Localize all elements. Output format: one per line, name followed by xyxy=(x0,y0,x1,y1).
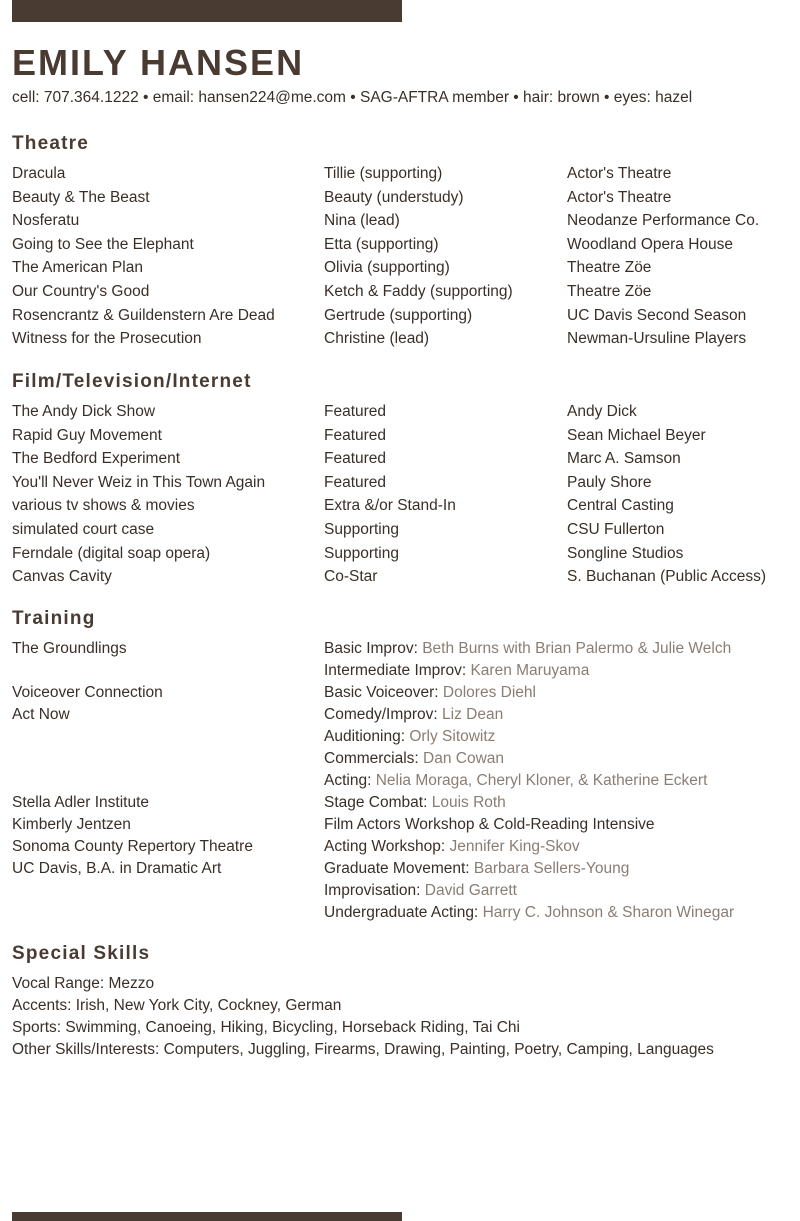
training-row xyxy=(12,728,800,750)
credit-company: S. Buchanan (Public Access) xyxy=(567,568,767,586)
training-course-cell xyxy=(324,662,589,680)
training-instructor: David Garrett xyxy=(424,882,517,899)
training-instructor: Barbara Sellers-Young xyxy=(473,860,630,877)
credit-role: Co-Star xyxy=(324,568,378,586)
credit-role: Christine (lead) xyxy=(324,330,430,348)
credit-company: Neodanze Performance Co. xyxy=(567,212,760,230)
credit-title: various tv shows & movies xyxy=(12,497,195,515)
training-row xyxy=(12,816,800,838)
credit-role: Tillie (supporting) xyxy=(324,165,443,182)
training-instructor: Orly Sitowitz xyxy=(409,728,496,745)
credit-title: Our Country's Good xyxy=(12,282,150,300)
theatre-credits xyxy=(12,165,800,354)
training-course: Commercials: xyxy=(324,750,424,767)
training-school: Sonoma County Repertory Theatre xyxy=(12,838,253,855)
theatre-credit-row xyxy=(12,212,800,236)
training-row xyxy=(12,750,800,772)
credit-company: Theatre Zöe xyxy=(567,282,652,300)
training-course-cell xyxy=(324,684,536,702)
training-course-cell xyxy=(324,838,580,856)
credit-role: Extra &/or Stand-In xyxy=(324,497,456,515)
training-course-cell xyxy=(324,860,629,878)
credit-role: Featured xyxy=(324,473,387,491)
training-course-cell xyxy=(324,794,506,812)
credit-company: Songline Studios xyxy=(567,544,684,562)
theatre-credit-row xyxy=(12,330,800,354)
credit-company: UC Davis Second Season xyxy=(567,306,747,324)
theatre-credit-row xyxy=(12,283,800,307)
credit-title: The Bedford Experiment xyxy=(12,450,181,468)
training-instructor: Nelia Moraga, Cheryl Kloner, & Katherine Eckert xyxy=(375,772,708,789)
training-course: Basic Improv: xyxy=(324,640,423,657)
section-title-film: Film/Television/Internet xyxy=(12,371,252,392)
credit-title: simulated court case xyxy=(12,520,155,538)
credit-title: Witness for the Prosecution xyxy=(12,330,202,348)
training-course: Basic Voiceover: xyxy=(324,684,443,701)
training-course-cell xyxy=(324,904,734,922)
training-course-cell xyxy=(324,816,655,834)
credit-company: Actor's Theatre xyxy=(567,165,672,182)
credit-title: Beauty & The Beast xyxy=(12,188,150,206)
skill-item: Vocal Range: Mezzo xyxy=(12,975,155,992)
skill-item: Accents: Irish, New York City, Cockney, German xyxy=(12,997,342,1014)
credit-company: Andy Dick xyxy=(567,403,637,420)
film-credit-row xyxy=(12,403,800,427)
credit-title: The American Plan xyxy=(12,259,143,277)
training-course-cell xyxy=(324,640,731,658)
training-course-cell xyxy=(324,772,707,790)
film-credit-row xyxy=(12,568,800,592)
training-row xyxy=(12,684,800,706)
training-course: Undergraduate Acting: xyxy=(324,904,483,921)
credit-company: CSU Fullerton xyxy=(567,520,665,538)
theatre-credit-row xyxy=(12,165,800,189)
training-row xyxy=(12,706,800,728)
training-school: Kimberly Jentzen xyxy=(12,816,131,833)
theatre-credit-row xyxy=(12,259,800,283)
skill-item: Other Skills/Interests: Computers, Juggling, Firearms, Drawing, Painting, Poetry, Camping, Languages xyxy=(12,1041,714,1058)
training-course: Comedy/Improv: xyxy=(324,706,443,723)
training-row xyxy=(12,662,800,684)
training-course: Auditioning: xyxy=(324,728,410,745)
theatre-credit-row xyxy=(12,236,800,260)
credit-role: Etta (supporting) xyxy=(324,235,439,253)
credit-company: Woodland Opera House xyxy=(567,235,734,253)
training-course-cell xyxy=(324,706,503,724)
theatre-credit-row xyxy=(12,307,800,331)
credit-title: Dracula xyxy=(12,165,66,182)
film-credit-row xyxy=(12,497,800,521)
credit-title: Canvas Cavity xyxy=(12,568,112,586)
training-row xyxy=(12,640,800,662)
credit-company: Central Casting xyxy=(567,497,674,515)
credit-role: Featured xyxy=(324,450,387,468)
training-instructor: Harry C. Johnson & Sharon Winegar xyxy=(482,904,735,921)
credit-company: Actor's Theatre xyxy=(567,188,672,206)
training-row xyxy=(12,882,800,904)
credit-title: Rapid Guy Movement xyxy=(12,426,162,444)
credit-role: Gertrude (supporting) xyxy=(324,306,473,324)
training-instructor: Karen Maruyama xyxy=(470,662,590,679)
film-credit-row xyxy=(12,450,800,474)
credit-title: Nosferatu xyxy=(12,212,80,230)
credit-title: Rosencrantz & Guildenstern Are Dead xyxy=(12,306,275,324)
credit-role: Ketch & Faddy (supporting) xyxy=(324,282,513,300)
training-school: The Groundlings xyxy=(12,640,127,657)
training-row xyxy=(12,772,800,794)
training-course: Acting Workshop: xyxy=(324,838,450,855)
header-bar xyxy=(12,0,402,22)
training-row xyxy=(12,794,800,816)
training-school: Act Now xyxy=(12,706,70,723)
credit-role: Featured xyxy=(324,403,387,420)
credit-company: Marc A. Samson xyxy=(567,450,681,468)
training-course-cell xyxy=(324,750,504,768)
training-row xyxy=(12,838,800,860)
footer-bar xyxy=(12,1212,402,1221)
credit-company: Pauly Shore xyxy=(567,473,652,491)
credit-company: Newman-Ursuline Players xyxy=(567,330,747,348)
training-school: Stella Adler Institute xyxy=(12,794,149,811)
resume-name: EMILY HANSEN xyxy=(12,42,305,83)
training-course: Stage Combat: xyxy=(324,794,432,811)
training-course: Improvisation: xyxy=(324,882,425,899)
contact-line: cell: 707.364.1222 • email: hansen224@me.com • SAG-AFTRA member • hair: brown • eyes: hazel xyxy=(12,89,693,106)
credit-company: Theatre Zöe xyxy=(567,259,652,277)
credit-role: Supporting xyxy=(324,520,399,538)
training-course-cell xyxy=(324,882,517,900)
training-course: Intermediate Improv: xyxy=(324,662,471,679)
credit-role: Olivia (supporting) xyxy=(324,259,450,277)
credit-role: Nina (lead) xyxy=(324,212,400,230)
training-course: Acting: xyxy=(324,772,376,789)
section-title-training: Training xyxy=(12,608,96,629)
film-credit-row xyxy=(12,521,800,545)
training-instructor: Dan Cowan xyxy=(423,750,505,767)
credit-title: Going to See the Elephant xyxy=(12,235,194,253)
section-title-skills: Special Skills xyxy=(12,943,151,964)
training-row xyxy=(12,904,800,926)
training-course: Graduate Movement: xyxy=(324,860,474,877)
training-list xyxy=(12,640,800,926)
film-credits xyxy=(12,403,800,592)
training-instructor: Beth Burns with Brian Palermo & Julie Welch xyxy=(422,640,732,657)
credit-title: Ferndale (digital soap opera) xyxy=(12,544,211,562)
training-course: Film Actors Workshop & Cold-Reading Intensive xyxy=(324,816,655,833)
training-instructor: Louis Roth xyxy=(431,794,506,811)
credit-role: Supporting xyxy=(324,544,399,562)
training-school: UC Davis, B.A. in Dramatic Art xyxy=(12,860,222,877)
credit-role: Featured xyxy=(324,426,387,444)
theatre-credit-row xyxy=(12,189,800,213)
training-row xyxy=(12,860,800,882)
section-title-theatre: Theatre xyxy=(12,133,90,154)
credit-role: Beauty (understudy) xyxy=(324,188,464,206)
credit-title: The Andy Dick Show xyxy=(12,403,156,420)
film-credit-row xyxy=(12,427,800,451)
skill-item: Sports: Swimming, Canoeing, Hiking, Bicycling, Horseback Riding, Tai Chi xyxy=(12,1019,520,1036)
skills-list xyxy=(12,975,714,1063)
film-credit-row xyxy=(12,545,800,569)
training-instructor: Jennifer King-Skov xyxy=(449,838,580,855)
training-instructor: Liz Dean xyxy=(442,706,504,723)
training-instructor: Dolores Diehl xyxy=(442,684,536,701)
credit-title: You'll Never Weiz in This Town Again xyxy=(12,473,266,491)
credit-company: Sean Michael Beyer xyxy=(567,426,706,444)
training-school: Voiceover Connection xyxy=(12,684,163,701)
training-course-cell xyxy=(324,728,495,746)
film-credit-row xyxy=(12,474,800,498)
